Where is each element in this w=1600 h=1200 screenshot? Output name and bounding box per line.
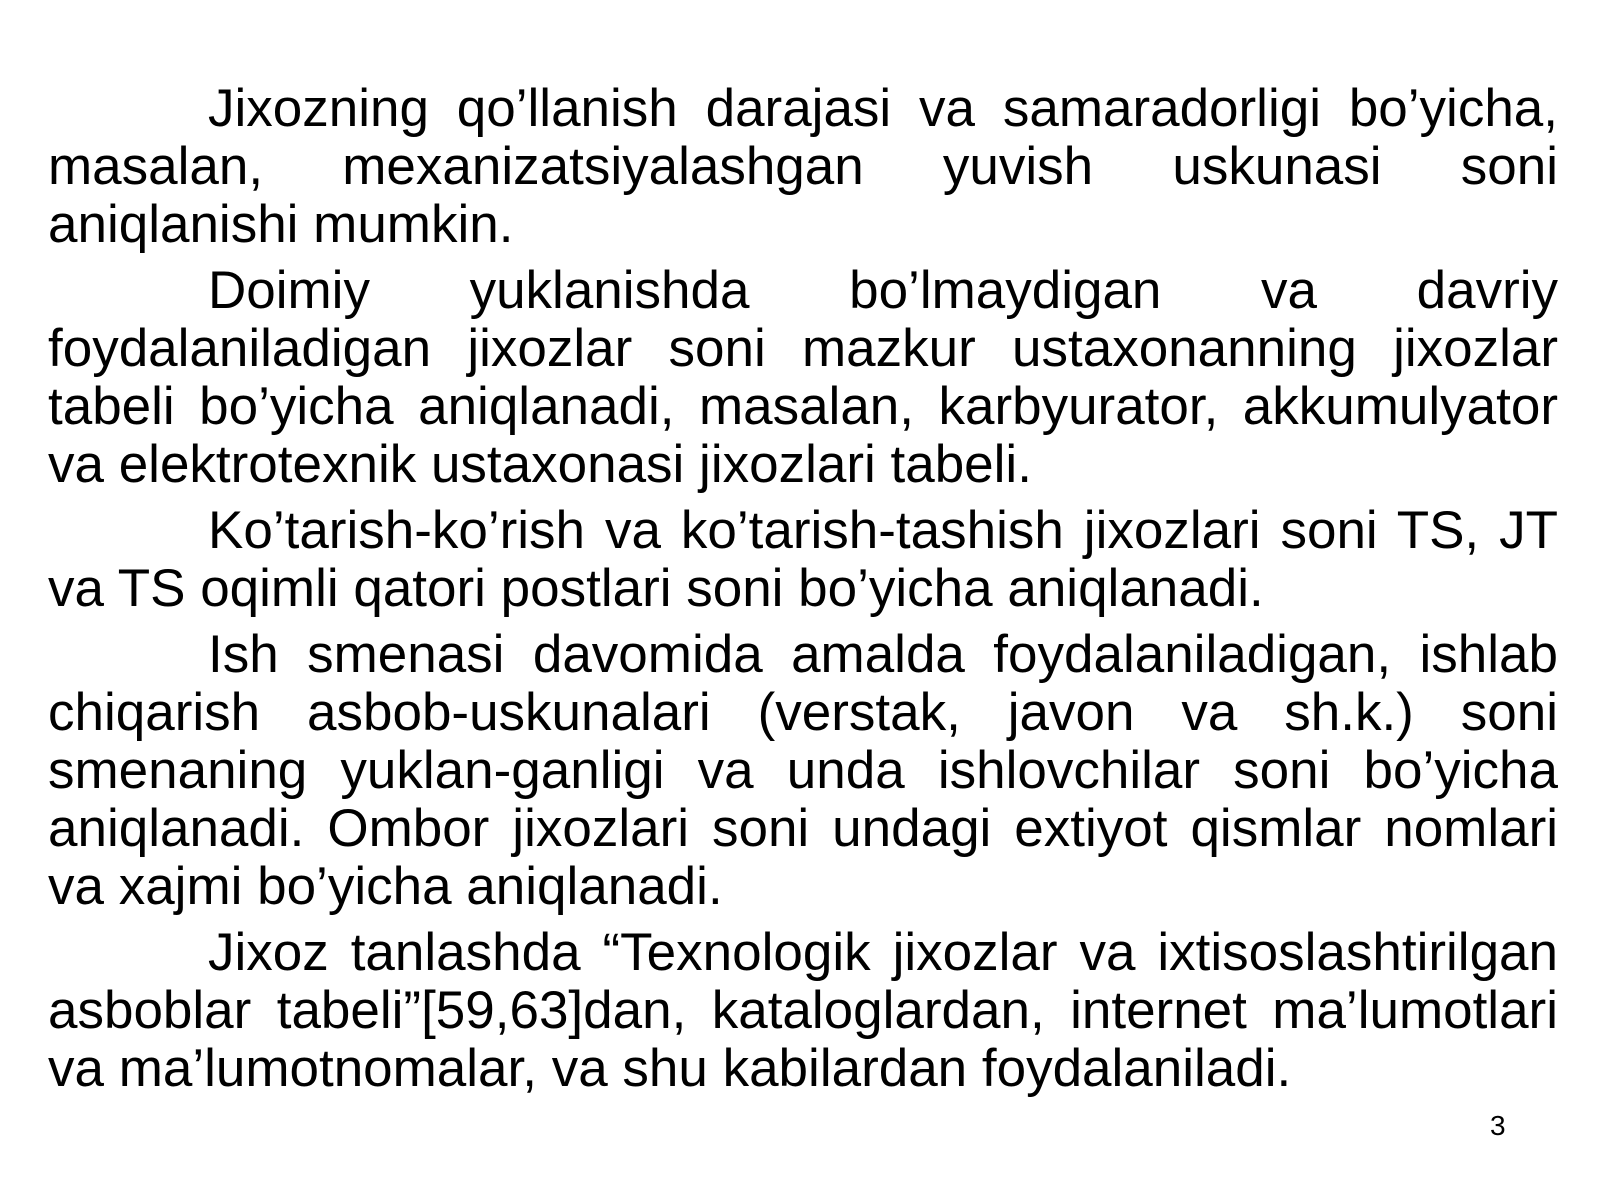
paragraph-1: Jixozning qo’llanish darajasi va samaradorligi bo’yicha, masalan, mexanizatsiyalashgan yuvish uskunasi soni aniqlanishi mumkin. xyxy=(48,79,1558,254)
page-number: 3 xyxy=(1490,1110,1506,1141)
paragraph-3: Ko’tarish-ko’rish va ko’tarish-tashish jixozlari soni TS, JT va TS oqimli qatori postlari soni bo’yicha aniqlanadi. xyxy=(48,501,1558,618)
paragraph-2: Doimiy yuklanishda bo’lmaydigan va davriy foydalaniladigan jixozlar soni mazkur ustaxonanning jixozlar tabeli bo’yicha aniqlanadi, masalan, karbyurator, akkumulyator va elektrotexnik ustaxonasi jixozlari tabeli. xyxy=(48,261,1558,494)
paragraph-5: Jixoz tanlashda “Texnologik jixozlar va ixtisoslashtirilgan asboblar tabeli”[59,63]dan, kataloglardan, internet ma’lumotlari va ma’lumotnomalar, va shu kabilardan foydalaniladi. xyxy=(48,923,1558,1098)
paragraph-4: Ish smenasi davomida amalda foydalaniladigan, ishlab chiqarish asbob-uskunalari (verstak, javon va sh.k.) soni smenaning yuklan-ganligi va unda ishlovchilar soni bo’yicha aniqlanadi. Ombor jixozlari soni undagi extiyot qismlar nomlari va xajmi bo’yicha aniqlanadi. xyxy=(48,625,1558,916)
document-body xyxy=(48,80,1558,1098)
